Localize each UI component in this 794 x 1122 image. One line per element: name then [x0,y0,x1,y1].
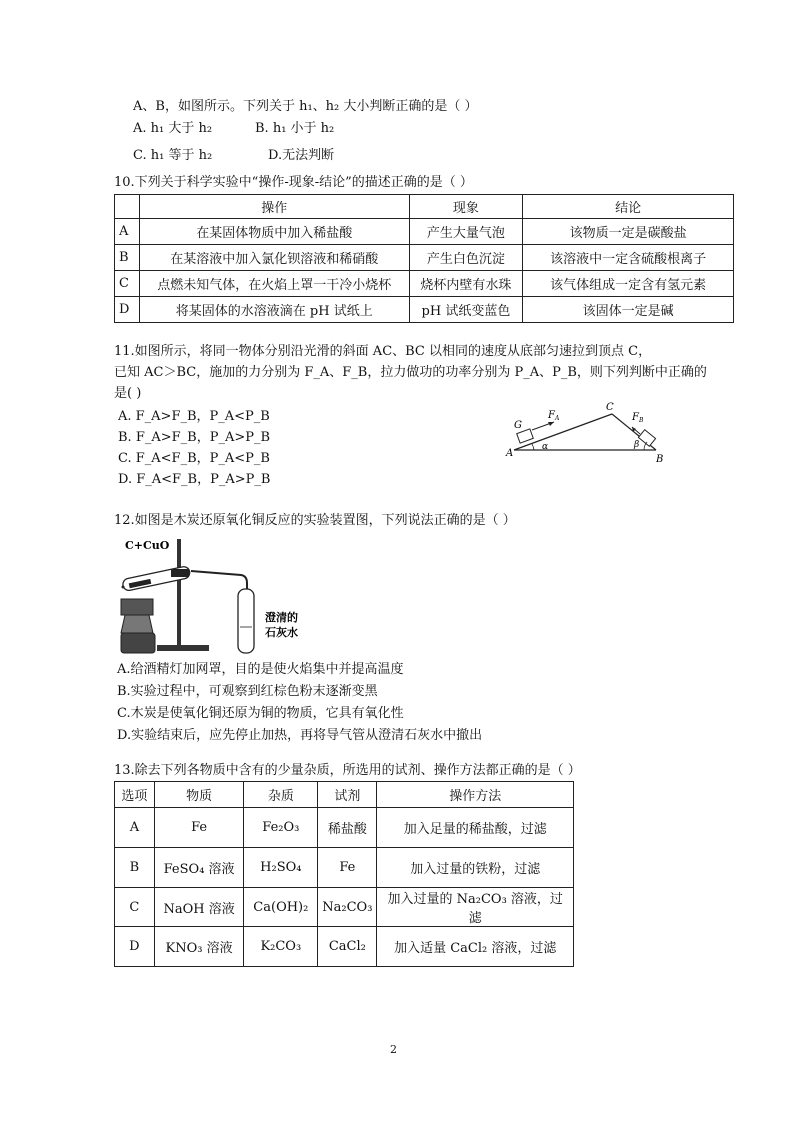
q9-option-a: A. h₁ 大于 h₂ [133,121,213,136]
table-row [115,297,734,323]
table-cell: 该物质一定是碳酸盐 [523,219,734,245]
q13-header-cell: 选项 [115,782,155,808]
apparatus-figure [115,533,315,658]
q12-option-d: D.实验结束后，应先停止加热，再将导气管从澄清石灰水中撤出 [117,728,483,743]
table-cell: B [115,848,155,888]
label-a: A [506,448,514,459]
table-cell: 加入足量的稀盐酸，过滤 [377,808,574,848]
label-beta: β [634,440,640,450]
q11-option-c: C. F_A<F_B，P_A<P_B [118,451,270,466]
q9-option-c: C. h₁ 等于 h₂ [133,148,213,163]
q10-header-cell: 操作 [139,195,409,219]
q12-option-b: B.实验过程中，可观察到红棕色粉末逐渐变黑 [117,684,378,699]
q10-header-cell [115,195,140,219]
alcohol-lamp [121,633,155,653]
page-number: 2 [390,1043,397,1056]
label-c-cuo: C+CuO [125,539,170,552]
table-cell: B [115,245,140,271]
q12-option-a: A.给酒精灯加网罩，目的是使火焰集中并提高温度 [117,662,404,677]
table-row [115,927,574,967]
label-g: G [514,420,522,431]
table-cell: 在某溶液中加入氯化钡溶液和稀硝酸 [139,245,409,271]
receiving-tube [238,589,254,653]
table-cell: D [115,297,140,323]
table-cell: H₂SO₄ [244,848,318,888]
q10-stem: 10.下列关于科学实验中“操作-现象-结论”的描述正确的是（ ） [114,175,473,190]
table-row [115,219,734,245]
table-cell: Na₂CO₃ [318,888,377,927]
table-cell: 烧杯内壁有水珠 [409,271,523,297]
table-row [115,808,574,848]
q11-option-d: D. F_A<F_B，P_A>P_B [118,472,271,487]
table-cell: 点燃未知气体，在火焰上罩一干冷小烧杯 [139,271,409,297]
table-cell: D [115,927,155,967]
label-alpha: α [542,442,549,452]
q13-header-cell: 试剂 [318,782,377,808]
table-cell: 该固体一定是碱 [523,297,734,323]
q12-option-c: C.木炭是使氧化铜还原为铜的物质，它具有氧化性 [117,706,404,721]
table-cell: 加入过量的铁粉，过滤 [377,848,574,888]
table-row [115,848,574,888]
q9-option-b: B. h₁ 小于 h₂ [255,121,335,136]
table-cell: C [115,888,155,927]
table-cell: 该气体组成一定含有氢元素 [523,271,734,297]
table-cell: Ca(OH)₂ [244,888,318,927]
q11-stem-line2: 已知 AC＞BC，施加的力分别为 F_A、F_B，拉力做功的功率分别为 P_A、P_B，则下列判断中正确的 [114,365,707,380]
q10-header-row [115,195,734,219]
table-cell: 加入过量的 Na₂CO₃ 溶液，过滤 [377,888,574,927]
dot-mark [122,586,125,589]
table-row [115,888,574,927]
q9-stem: A、B，如图所示。下列关于 h₁、h₂ 大小判断正确的是（ ） [133,99,478,114]
table-cell: NaOH 溶液 [154,888,244,927]
table-cell: 产生白色沉淀 [409,245,523,271]
table-cell: FeSO₄ 溶液 [154,848,244,888]
angle-alpha-arc [532,444,534,450]
label-limewater-1: 澄清的 [265,611,298,624]
table-cell: K₂CO₃ [244,927,318,967]
label-limewater-2: 石灰水 [265,626,298,639]
q13-header-cell: 物质 [154,782,244,808]
label-fb: $F_B$ [632,412,644,424]
q13-header-row [115,782,574,808]
table-cell: 加入适量 CaCl₂ 溶液，过滤 [377,927,574,967]
table-row [115,271,734,297]
table-cell: Fe₂O₃ [244,808,318,848]
q10-header-cell: 结论 [523,195,734,219]
q12-stem: 12.如图是木炭还原氧化铜反应的实验装置图，下列说法正确的是（ ） [114,513,516,528]
q11-stem-line1: 11.如图所示，将同一物体分别沿光滑的斜面 AC、BC 以相同的速度从底部匀速拉到顶点 C， [114,344,652,359]
block-g [517,429,534,443]
q11-stem-line3: 是( ) [114,386,142,401]
table-cell: pH 试纸变蓝色 [409,297,523,323]
table-cell: Fe [318,848,377,888]
q10-header-cell: 现象 [409,195,523,219]
q13-header-cell: 操作方法 [377,782,574,808]
table-cell: 在某固体物质中加入稀盐酸 [139,219,409,245]
label-b: B [656,454,664,465]
q13-stem: 13.除去下列各物质中含有的少量杂质，所选用的试剂、操作方法都正确的是（ ） [114,763,581,778]
block-b [638,430,655,447]
table-cell: 将某固体的水溶液滴在 pH 试纸上 [139,297,409,323]
label-c: C [606,402,614,413]
table-cell: 该溶液中一定含硫酸根离子 [523,245,734,271]
burner-mesh [121,599,153,615]
table-cell: A [115,219,140,245]
q10-table [114,194,734,323]
incline-figure [500,400,690,470]
table-cell: CaCl₂ [318,927,377,967]
q9-option-d: D.无法判断 [268,148,335,163]
table-cell: A [115,808,155,848]
burner-chimney [121,615,153,633]
iron-stand-base [157,645,209,651]
q13-header-cell: 杂质 [244,782,318,808]
q11-option-a: A. F_A>F_B，P_A<P_B [118,409,270,424]
table-cell: 产生大量气泡 [409,219,523,245]
q11-option-b: B. F_A>F_B，P_A>P_B [118,430,271,445]
table-cell: 稀盐酸 [318,808,377,848]
label-fa: $F_A$ [548,410,560,422]
iron-stand-rod [177,539,181,651]
table-cell: Fe [154,808,244,848]
table-row [115,245,734,271]
clamp [171,569,189,577]
table-cell: C [115,271,140,297]
table-cell: KNO₃ 溶液 [154,927,244,967]
q13-table [114,781,574,967]
